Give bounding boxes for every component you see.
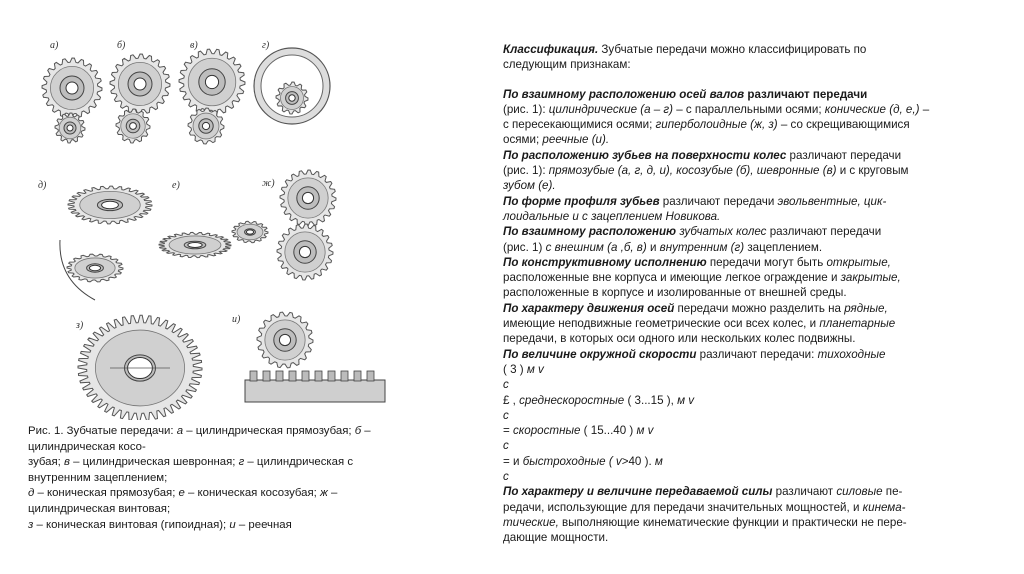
text-span: внутренним зацеплением; bbox=[28, 471, 168, 484]
text-span: открытые, bbox=[826, 255, 891, 269]
text-span: ж bbox=[320, 487, 328, 500]
text-span: зубая; bbox=[28, 456, 65, 469]
text-span: и с круговым bbox=[836, 164, 909, 178]
text-span: в bbox=[64, 456, 70, 469]
gear-bore bbox=[299, 246, 310, 257]
figure-label: а) bbox=[50, 40, 59, 51]
text-span: внутренним (г) bbox=[659, 240, 745, 254]
caption-line bbox=[28, 471, 408, 487]
text-line bbox=[503, 102, 943, 117]
rack-tooth bbox=[302, 371, 309, 381]
text-span: – цилиндрическая с bbox=[244, 456, 354, 469]
text-span: зубом (е). bbox=[503, 179, 556, 193]
classification-text bbox=[503, 42, 943, 546]
text-span: = bbox=[503, 424, 513, 438]
text-span: осями; bbox=[503, 133, 543, 147]
text-span: з bbox=[28, 518, 34, 531]
text-span: и bbox=[229, 518, 236, 531]
text-line bbox=[503, 438, 943, 453]
text-span: гиперболоидные (ж, з) bbox=[655, 118, 778, 132]
text-span: различают передачи bbox=[786, 148, 902, 162]
gear-bore bbox=[89, 265, 100, 271]
text-line bbox=[503, 285, 943, 300]
text-span: – bbox=[327, 487, 338, 500]
text-line bbox=[503, 316, 943, 331]
text-line bbox=[503, 209, 943, 224]
text-span: эвольвентные, цик- bbox=[777, 194, 887, 208]
text-line bbox=[503, 347, 943, 362]
text-line bbox=[503, 132, 943, 147]
text-span: кинема- bbox=[862, 500, 906, 514]
heading-text: Классификация. bbox=[503, 43, 599, 56]
text-span: и bbox=[646, 240, 660, 254]
text-span: закрытые, bbox=[840, 271, 901, 285]
text-span: дающие мощности. bbox=[503, 531, 609, 545]
text-span: c bbox=[503, 378, 509, 392]
text-span: = и bbox=[503, 454, 523, 468]
text-span: – с параллельными осями; bbox=[673, 102, 825, 116]
text-span: м v bbox=[526, 362, 544, 376]
text-span: ( 3 ) bbox=[503, 362, 527, 376]
text-span: – коническая косозубая; bbox=[184, 487, 320, 500]
figure-label: г) bbox=[262, 40, 270, 51]
rack-tooth bbox=[289, 371, 296, 381]
text-span: зубчатых колес bbox=[679, 225, 767, 239]
text-span: ( 3...15 ), bbox=[624, 393, 678, 407]
text-span: скоростные bbox=[513, 424, 581, 438]
text-span: прямозубые (а, г, д, и), косозубые (б), шевронные (в) bbox=[548, 164, 837, 178]
gear-bore bbox=[130, 123, 137, 130]
text-span: б bbox=[354, 425, 362, 437]
gear-bore bbox=[202, 122, 209, 129]
text-span: различают передачи: bbox=[696, 347, 818, 361]
text-span: различают передачи bbox=[744, 87, 868, 101]
text-span: цилиндрическая винтовая; bbox=[28, 502, 171, 515]
gear-bore bbox=[205, 75, 218, 88]
rack-tooth bbox=[315, 371, 322, 381]
text-span: ( 15...40 ) bbox=[580, 424, 637, 438]
gear-bore bbox=[289, 95, 295, 101]
text-line bbox=[503, 57, 943, 72]
gear-bore bbox=[246, 230, 253, 234]
text-line bbox=[503, 454, 943, 469]
text-span: – цилиндрическая шевронная; bbox=[69, 456, 239, 469]
caption-line bbox=[28, 518, 408, 534]
text-line bbox=[503, 362, 943, 377]
text-span: м v bbox=[677, 393, 695, 407]
text-span: различают передачи bbox=[659, 194, 778, 208]
heading-text: По взаимному расположению осей валов bbox=[503, 87, 745, 101]
caption-line bbox=[28, 455, 408, 471]
text-line bbox=[503, 515, 943, 530]
text-span: редачи, использующие для передачи значительных мощностей, и bbox=[503, 500, 863, 514]
heading-text: По характеру и величине передаваемой силы bbox=[503, 485, 773, 499]
text-line bbox=[503, 500, 943, 515]
rack-tooth bbox=[354, 371, 361, 381]
caption-line bbox=[28, 486, 408, 502]
text-span: а bbox=[176, 425, 184, 437]
gear-bore bbox=[279, 334, 290, 345]
heading-text: По взаимному расположению bbox=[503, 225, 677, 239]
gear-bore bbox=[102, 201, 119, 209]
rack-tooth bbox=[250, 371, 257, 381]
text-span: Зубчатые передачи можно классифицировать по bbox=[598, 43, 867, 56]
rack-icon bbox=[245, 380, 385, 402]
caption-line bbox=[28, 440, 408, 456]
figure-caption bbox=[28, 424, 408, 533]
text-span: расположенные в корпусе и изолированные от внешней среды. bbox=[503, 286, 847, 300]
text-span: выполняющие кинематические функции и практически не пере- bbox=[558, 515, 907, 529]
text-line bbox=[503, 469, 943, 484]
text-line bbox=[503, 148, 943, 163]
text-span: реечные (и). bbox=[542, 133, 610, 147]
text-span: цилиндрические (а – г) bbox=[548, 102, 674, 116]
text-span: c bbox=[503, 470, 509, 484]
text-line bbox=[503, 393, 943, 408]
text-span: передачи могут быть bbox=[706, 255, 827, 269]
gear-bore bbox=[134, 78, 146, 90]
figure-label: д) bbox=[38, 180, 47, 191]
heading-text: По величине окружной скорости bbox=[503, 347, 697, 361]
gear-bore bbox=[188, 242, 202, 247]
text-line bbox=[503, 408, 943, 423]
text-span: д bbox=[28, 487, 35, 500]
text-span: м bbox=[654, 454, 663, 468]
text-span: следующим признакам: bbox=[503, 58, 631, 72]
figure-label: б) bbox=[117, 40, 126, 51]
text-line bbox=[503, 194, 943, 209]
text-span: зацеплением. bbox=[744, 240, 823, 254]
text-span: с внешним (а ,б, в) bbox=[545, 240, 647, 254]
text-line bbox=[503, 42, 943, 57]
text-span: – bbox=[361, 425, 371, 437]
text-span: c bbox=[503, 408, 509, 422]
gear-bore bbox=[302, 192, 313, 203]
heading-text: По расположению зубьев на поверхности колес bbox=[503, 148, 787, 162]
text-span: рядные, bbox=[844, 301, 888, 315]
text-span: £ , bbox=[503, 393, 520, 407]
text-span: – со скрещивающимися bbox=[777, 118, 910, 132]
gears-figure bbox=[0, 0, 420, 420]
text-span: – реечная bbox=[235, 518, 292, 531]
caption-line bbox=[28, 502, 408, 518]
text-span: лоидальные и с зацеплением Новикова. bbox=[503, 209, 721, 223]
text-span: (рис. 1) bbox=[503, 240, 546, 254]
caption-line bbox=[28, 424, 408, 440]
text-span: – коническая винтовая (гипоидная); bbox=[33, 518, 230, 531]
figure-label: з) bbox=[76, 320, 84, 331]
text-span: >40 ). bbox=[621, 454, 655, 468]
text-line bbox=[503, 301, 943, 316]
text-line bbox=[503, 240, 943, 255]
gear-bore bbox=[67, 125, 73, 131]
text-span: передачи, в которых оси одного или нескольких колес подвижны. bbox=[503, 332, 856, 346]
text-span: цилиндрическая косо- bbox=[28, 440, 146, 453]
heading-text: По форме профиля зубьев bbox=[503, 194, 660, 208]
figure-label: и) bbox=[232, 314, 241, 325]
text-span: конические (д, е,) bbox=[824, 102, 920, 116]
rack-tooth bbox=[276, 371, 283, 381]
figure-label: ж) bbox=[262, 178, 275, 189]
gear-bore bbox=[66, 82, 78, 94]
rack-tooth bbox=[328, 371, 335, 381]
text-span: м v bbox=[636, 424, 654, 438]
text-span: пе- bbox=[882, 485, 903, 499]
text-span: (рис. 1): bbox=[503, 164, 549, 178]
text-line bbox=[503, 255, 943, 270]
text-span: c bbox=[503, 439, 509, 453]
text-line bbox=[503, 73, 943, 87]
text-span: – коническая прямозубая; bbox=[34, 487, 179, 500]
text-span: Рис. 1. Зубчатые передачи: bbox=[28, 425, 177, 437]
text-span: среднескоростные bbox=[519, 393, 625, 407]
figure-label: е) bbox=[172, 180, 180, 191]
text-line bbox=[503, 117, 943, 132]
text-span: (рис. 1): bbox=[503, 102, 549, 116]
text-line bbox=[503, 331, 943, 346]
text-line bbox=[503, 224, 943, 239]
text-span: тихоходные bbox=[817, 347, 886, 361]
text-line bbox=[503, 530, 943, 545]
rack-tooth bbox=[341, 371, 348, 381]
text-line bbox=[503, 163, 943, 178]
text-line bbox=[503, 484, 943, 499]
text-span: передачи можно разделить на bbox=[674, 301, 845, 315]
text-line bbox=[503, 178, 943, 193]
text-span: е bbox=[178, 487, 185, 500]
text-line bbox=[503, 87, 943, 102]
text-line bbox=[503, 377, 943, 392]
text-line bbox=[503, 423, 943, 438]
text-span: расположенные вне корпуса и имеющие легкое ограждение и bbox=[503, 271, 841, 285]
text-span: планетарные bbox=[819, 317, 896, 331]
text-span: различают bbox=[772, 485, 837, 499]
text-span: – цилиндрическая прямозубая; bbox=[183, 425, 355, 437]
text-span: – bbox=[919, 102, 930, 116]
text-span: силовые bbox=[836, 485, 883, 499]
text-span: с пересекающимися осями; bbox=[503, 118, 656, 132]
text-span: имеющие неподвижные геометрические оси всех колес, и bbox=[503, 317, 820, 331]
text-span: тические, bbox=[503, 515, 559, 529]
heading-text: По конструктивному исполнению bbox=[503, 255, 707, 269]
rack-tooth bbox=[263, 371, 270, 381]
text-span: различают передачи bbox=[766, 225, 882, 239]
text-line bbox=[503, 270, 943, 285]
rack-tooth bbox=[367, 371, 374, 381]
text-span: г bbox=[238, 456, 245, 469]
figure-label: в) bbox=[190, 40, 198, 51]
heading-text: По характеру движения осей bbox=[503, 301, 675, 315]
text-span: быстроходные ( v bbox=[522, 454, 622, 468]
